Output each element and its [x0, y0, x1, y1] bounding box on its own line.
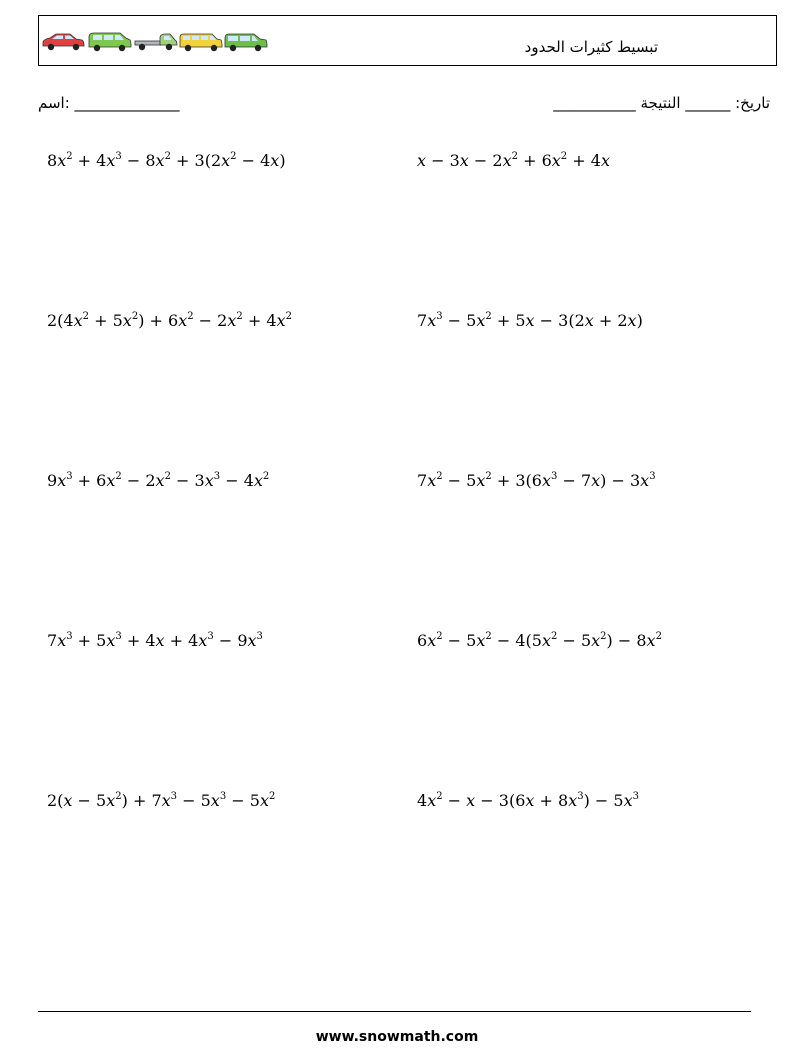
toy-cars-icon	[42, 32, 268, 52]
problem-10: $4x^2 - x - 3(6x + 8x^3) - 5x^3$	[417, 791, 639, 810]
problem-1: $8x^2 + 4x^3 - 8x^2 + 3(2x^2 - 4x)$	[47, 151, 286, 170]
worksheet-title: تبسيط كثيرات الحدود	[524, 38, 658, 56]
problem-4: $7x^3 - 5x^2 + 5x - 3(2x + 2x)$	[417, 311, 643, 330]
problem-7: $7x^3 + 5x^3 + 4x + 4x^3 - 9x^3$	[47, 631, 263, 650]
date-result-field: تاريخ: ______ النتيجة ___________	[553, 94, 770, 112]
footer-url: www.snowmath.com	[315, 1029, 479, 1045]
green-van-icon	[89, 33, 131, 51]
yellow-van-icon	[180, 34, 222, 51]
problem-9: $2(x - 5x^2) + 7x^3 - 5x^3 - 5x^2$	[47, 791, 276, 810]
problem-6: $7x^2 - 5x^2 + 3(6x^3 - 7x) - 3x^3$	[417, 471, 656, 490]
red-car-icon	[43, 34, 84, 50]
footer-divider	[38, 1011, 751, 1012]
green-suv-icon	[225, 34, 267, 51]
problem-2: $x - 3x - 2x^2 + 6x^2 + 4x$	[417, 151, 610, 170]
pickup-truck-icon	[135, 34, 177, 50]
name-field: اسم: ______________	[38, 94, 180, 112]
problem-5: $9x^3 + 6x^2 - 2x^2 - 3x^3 - 4x^2$	[47, 471, 270, 490]
header-box	[38, 15, 777, 66]
problem-3: $2(4x^2 + 5x^2) + 6x^2 - 2x^2 + 4x^2$	[47, 311, 292, 330]
problem-8: $6x^2 - 5x^2 - 4(5x^2 - 5x^2) - 8x^2$	[417, 631, 662, 650]
